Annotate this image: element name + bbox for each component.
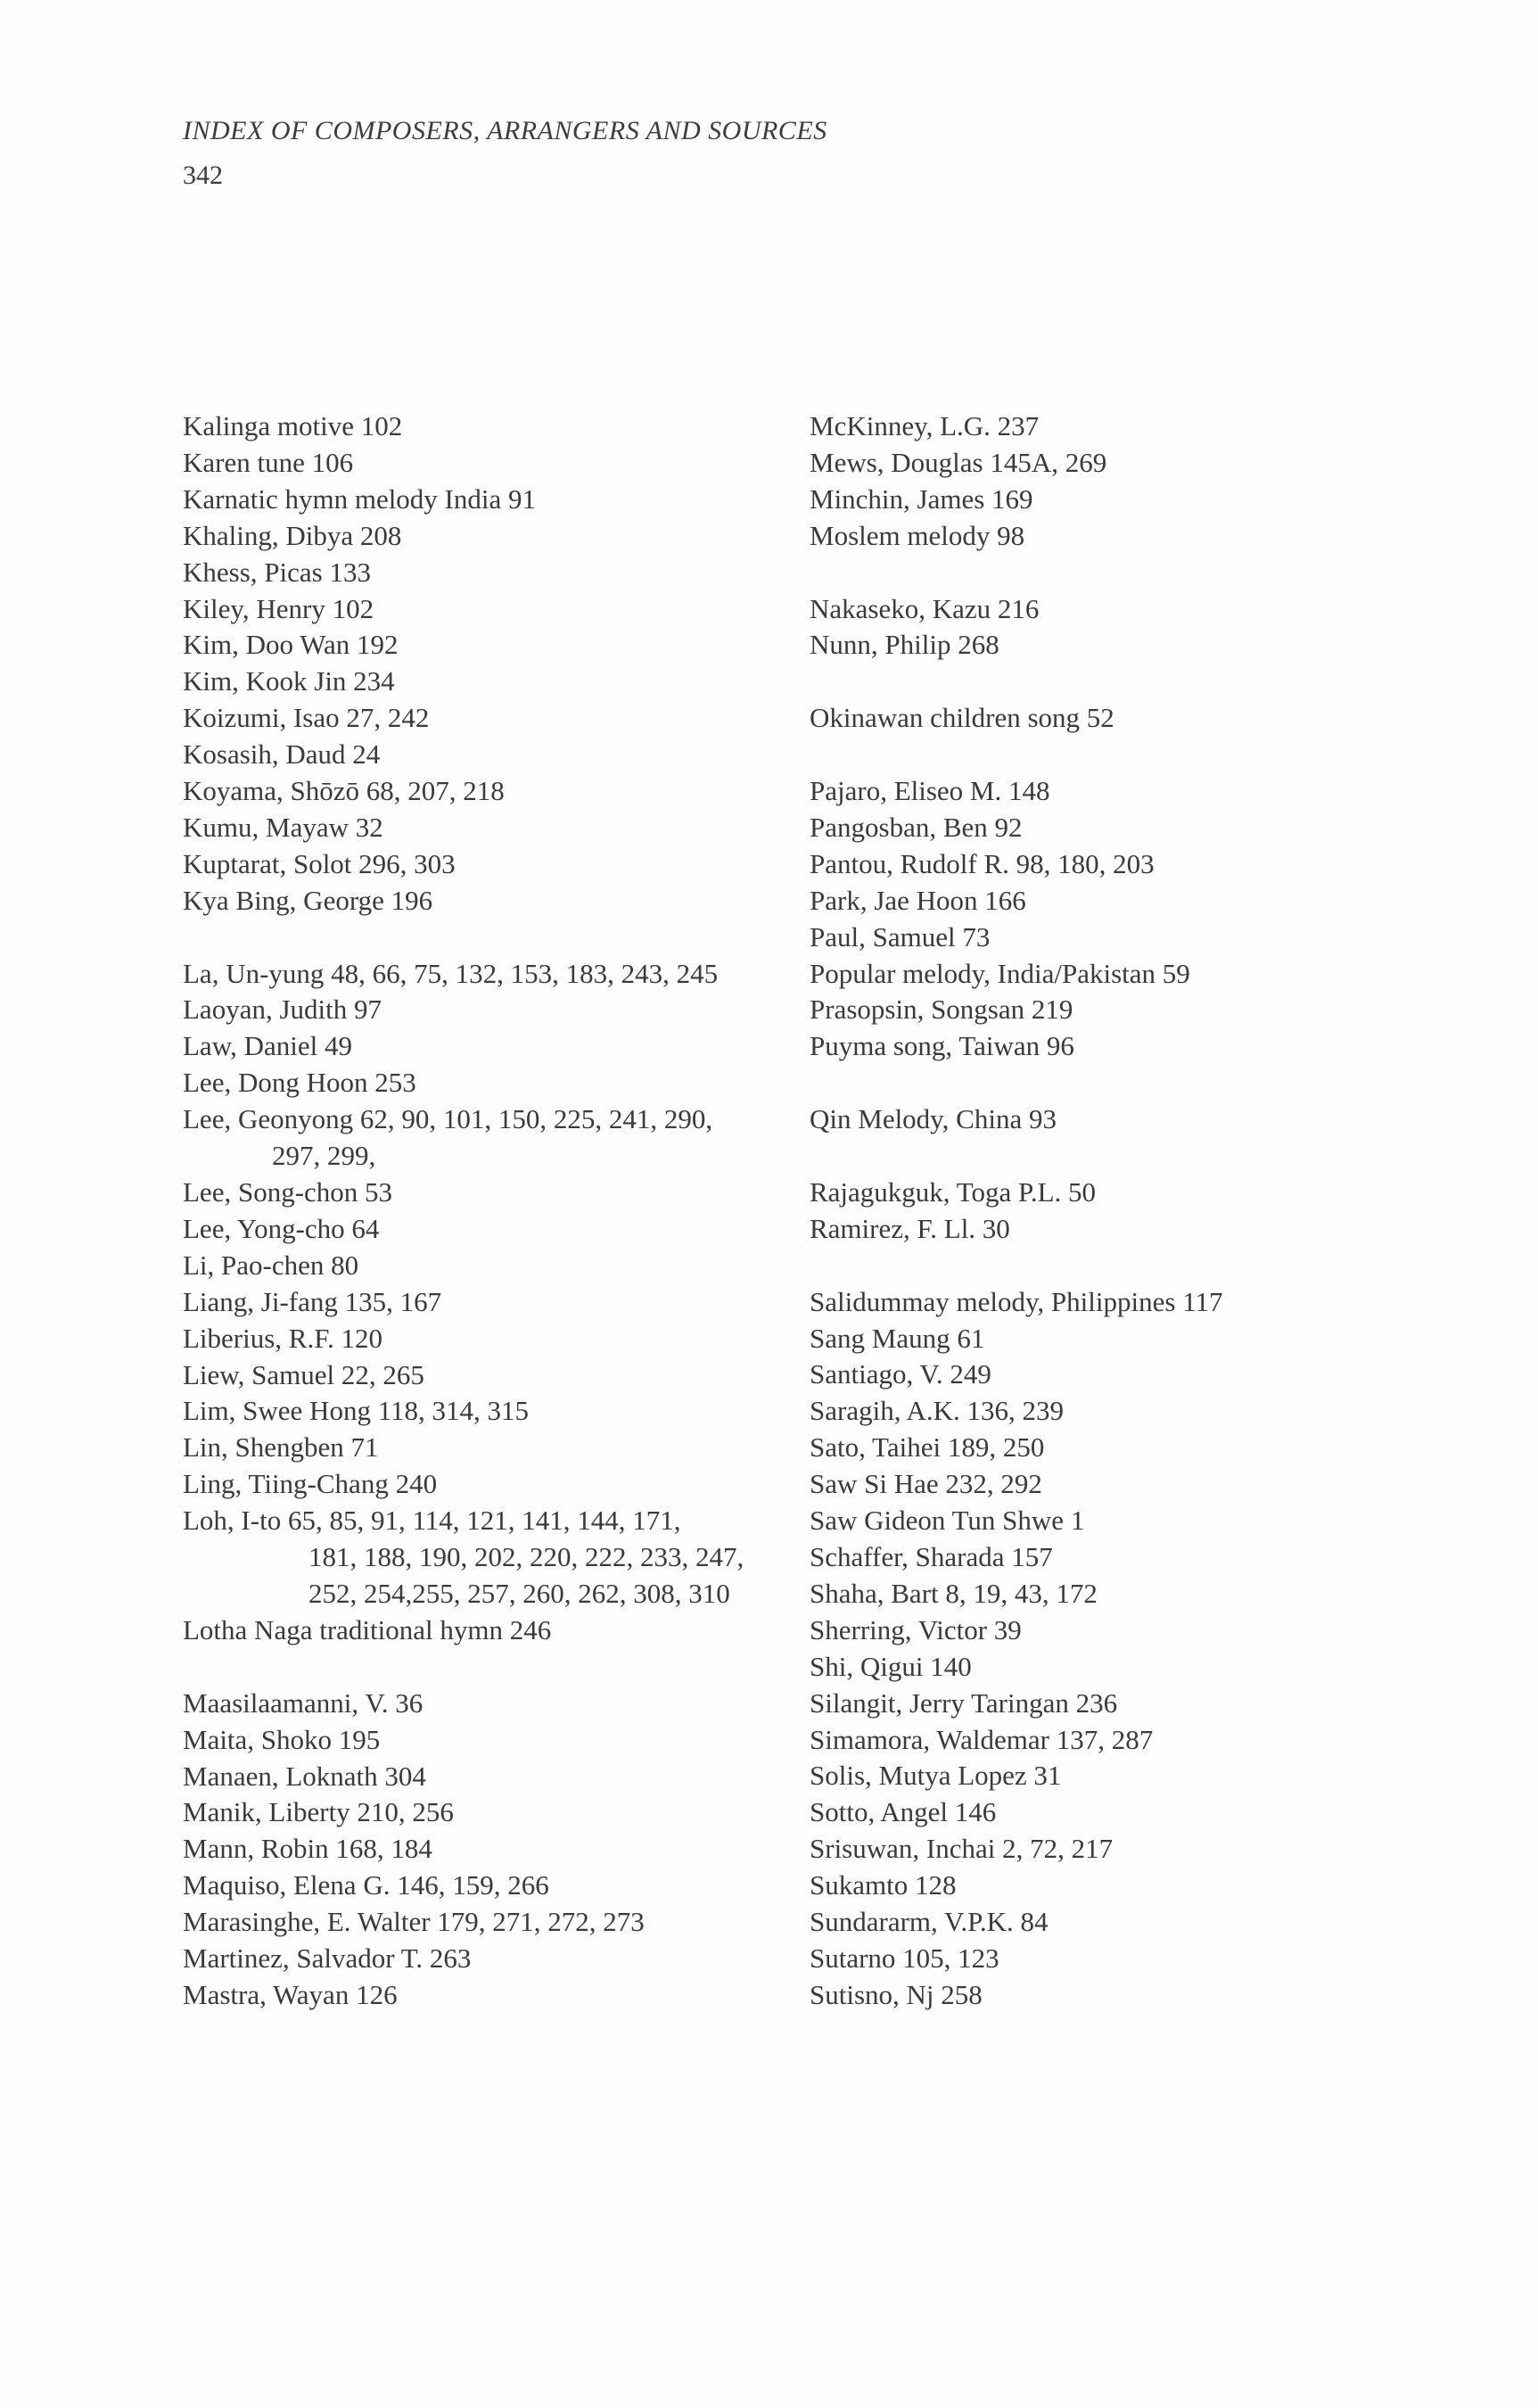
index-entry bbox=[183, 1101, 807, 1175]
index-entry bbox=[810, 1758, 1434, 1794]
index-entry-text: Sherring, Victor 39 bbox=[810, 1613, 1022, 1645]
index-entry bbox=[810, 1211, 1434, 1248]
index-letter-gap bbox=[810, 664, 1434, 700]
index-entry-text: Kim, Kook Jin 234 bbox=[183, 665, 395, 697]
index-entry-text: Popular melody, India/Pakistan 59 bbox=[810, 957, 1190, 989]
index-entry bbox=[183, 1794, 807, 1831]
running-head: INDEX OF COMPOSERS, ARRANGERS AND SOURCES bbox=[183, 116, 827, 145]
index-entry bbox=[183, 1175, 807, 1211]
index-column-right bbox=[810, 408, 1434, 2014]
page-number: 342 bbox=[183, 161, 223, 190]
index-entry-text: Rajagukguk, Toga P.L. 50 bbox=[810, 1175, 1097, 1208]
index-entry bbox=[183, 810, 807, 846]
index-letter-gap bbox=[810, 1065, 1434, 1101]
index-entry-text: Manaen, Loknath 304 bbox=[183, 1760, 426, 1792]
index-entry-text: Maita, Shoko 195 bbox=[183, 1723, 381, 1755]
index-entry bbox=[183, 1211, 807, 1248]
index-entry-text: Lee, Dong Hoon 253 bbox=[183, 1067, 416, 1099]
index-entry-text: Khess, Picas 133 bbox=[183, 556, 371, 588]
index-entry bbox=[183, 846, 807, 883]
index-entry-text: Sundararm, V.P.K. 84 bbox=[810, 1906, 1049, 1938]
index-entry bbox=[183, 1284, 807, 1321]
index-entry bbox=[810, 1612, 1434, 1649]
index-entry bbox=[183, 1686, 807, 1722]
index-entry bbox=[810, 445, 1434, 482]
index-entry bbox=[810, 700, 1434, 737]
index-entry bbox=[183, 1393, 807, 1430]
index-entry bbox=[810, 1393, 1434, 1430]
index-entry-text: Mann, Robin 168, 184 bbox=[183, 1833, 432, 1865]
index-entry bbox=[183, 956, 807, 993]
index-entry bbox=[810, 773, 1434, 810]
index-letter-gap bbox=[810, 555, 1434, 591]
index-entry-text: Lotha Naga traditional hymn 246 bbox=[183, 1613, 552, 1645]
index-entry bbox=[810, 518, 1434, 555]
index-entry-text: Lee, Song-chon 53 bbox=[183, 1176, 393, 1208]
index-entry bbox=[810, 1028, 1434, 1065]
index-entry-text: Pantou, Rudolf R. 98, 180, 203 bbox=[810, 847, 1155, 879]
index-entry-text: Maquiso, Elena G. 146, 159, 266 bbox=[183, 1869, 549, 1901]
index-entry bbox=[183, 1612, 807, 1649]
index-entry bbox=[183, 664, 807, 700]
index-entry-text: Pangosban, Ben 92 bbox=[810, 811, 1023, 843]
index-entry bbox=[810, 1686, 1434, 1722]
index-entry-text: Santiago, V. 249 bbox=[810, 1358, 991, 1390]
index-entry-text: Marasinghe, E. Walter 179, 271, 272, 273 bbox=[183, 1906, 645, 1938]
index-entry-text: La, Un-yung 48, 66, 75, 132, 153, 183, 243, 245 bbox=[183, 957, 719, 989]
index-entry-text: McKinney, L.G. 237 bbox=[810, 410, 1040, 441]
index-entry bbox=[183, 1503, 807, 1612]
index-entry-continuation: 297, 299, bbox=[272, 1140, 376, 1172]
index-entry-text: Li, Pao-chen 80 bbox=[183, 1249, 359, 1281]
index-entry bbox=[183, 737, 807, 773]
index-entry bbox=[183, 1941, 807, 1977]
index-entry bbox=[183, 700, 807, 737]
index-entry-text: Sutarno 105, 123 bbox=[810, 1942, 999, 1974]
index-entry-text: Pajaro, Eliseo M. 148 bbox=[810, 775, 1050, 807]
index-entry bbox=[810, 408, 1434, 445]
index-entry bbox=[810, 1357, 1434, 1393]
index-letter-gap bbox=[810, 1248, 1434, 1284]
index-entry bbox=[810, 919, 1434, 956]
index-entry bbox=[810, 1576, 1434, 1612]
index-entry-text: Shi, Qigui 140 bbox=[810, 1650, 972, 1682]
index-entry-text: Manik, Liberty 210, 256 bbox=[183, 1796, 454, 1828]
index-entry-text: Prasopsin, Songsan 219 bbox=[810, 994, 1073, 1026]
index-entry bbox=[810, 1831, 1434, 1868]
index-letter-gap bbox=[810, 737, 1434, 773]
index-entry bbox=[810, 1466, 1434, 1503]
index-entry bbox=[183, 1248, 807, 1284]
index-entry-text: Liang, Ji-fang 135, 167 bbox=[183, 1285, 442, 1317]
index-entry-text: Kiley, Henry 102 bbox=[183, 592, 374, 624]
index-entry-text: Lee, Geonyong 62, 90, 101, 150, 225, 241, 290, bbox=[183, 1103, 713, 1135]
index-entry bbox=[810, 1175, 1434, 1211]
index-entry-text: Kya Bing, George 196 bbox=[183, 884, 433, 916]
index-entry-text: Karen tune 106 bbox=[183, 446, 354, 478]
index-entry-text: Loh, I-to 65, 85, 91, 114, 121, 141, 144, 171, bbox=[183, 1505, 681, 1537]
index-entry bbox=[810, 1284, 1434, 1321]
index-entry-text: Kuptarat, Solot 296, 303 bbox=[183, 847, 456, 879]
index-entry bbox=[810, 1430, 1434, 1466]
index-entry bbox=[183, 1466, 807, 1503]
index-entry-text: Solis, Mutya Lopez 31 bbox=[810, 1760, 1062, 1792]
index-entry bbox=[810, 1941, 1434, 1977]
index-entry-continuation: 181, 188, 190, 202, 220, 222, 233, 247, bbox=[308, 1541, 744, 1573]
index-entry-text: Sang Maung 61 bbox=[810, 1322, 985, 1354]
index-entry bbox=[810, 1539, 1434, 1576]
index-entry-text: Khaling, Dibya 208 bbox=[183, 519, 402, 551]
index-entry bbox=[810, 627, 1434, 664]
index-entry-text: Minchin, James 169 bbox=[810, 482, 1033, 515]
index-entry bbox=[183, 591, 807, 628]
index-entry bbox=[183, 1065, 807, 1101]
index-entry-text: Liew, Samuel 22, 265 bbox=[183, 1358, 424, 1390]
index-entry-text: Silangit, Jerry Taringan 236 bbox=[810, 1686, 1118, 1719]
index-entry bbox=[183, 1904, 807, 1941]
index-entry bbox=[183, 992, 807, 1028]
index-entry bbox=[183, 445, 807, 482]
index-entry bbox=[183, 1759, 807, 1795]
index-entry bbox=[810, 1722, 1434, 1759]
index-entry bbox=[183, 773, 807, 810]
index-entry-text: Sutisno, Nj 258 bbox=[810, 1978, 983, 2010]
index-entry-text: Laoyan, Judith 97 bbox=[183, 994, 382, 1026]
index-entry-text: Kalinga motive 102 bbox=[183, 410, 403, 441]
index-entry-text: Saw Si Hae 232, 292 bbox=[810, 1468, 1042, 1500]
index-entry-text: Kosasih, Daud 24 bbox=[183, 738, 381, 771]
index-entry bbox=[183, 1321, 807, 1357]
index-entry-text: Martinez, Salvador T. 263 bbox=[183, 1942, 472, 1975]
index-entry-text: Mews, Douglas 145A, 269 bbox=[810, 446, 1107, 478]
index-entry bbox=[810, 1649, 1434, 1686]
index-entry-text: Puyma song, Taiwan 96 bbox=[810, 1030, 1074, 1062]
index-entry bbox=[183, 555, 807, 591]
index-entry bbox=[810, 482, 1434, 518]
index-entry bbox=[810, 810, 1434, 846]
index-entry-text: Koizumi, Isao 27, 242 bbox=[183, 702, 430, 734]
index-entry-text: Liberius, R.F. 120 bbox=[183, 1322, 382, 1354]
index-entry bbox=[810, 883, 1434, 919]
index-entry bbox=[183, 627, 807, 664]
index-entry-text: Kim, Doo Wan 192 bbox=[183, 629, 399, 661]
index-entry bbox=[183, 1831, 807, 1868]
index-entry bbox=[810, 1503, 1434, 1539]
index-letter-gap bbox=[183, 1649, 807, 1686]
index-entry bbox=[183, 1430, 807, 1466]
index-entry bbox=[810, 846, 1434, 883]
index-entry-text: Nunn, Philip 268 bbox=[810, 629, 999, 661]
index-entry-text: Law, Daniel 49 bbox=[183, 1030, 352, 1062]
index-entry-text: Kumu, Mayaw 32 bbox=[183, 811, 383, 843]
index-entry-text: Okinawan children song 52 bbox=[810, 702, 1114, 734]
index-column-left bbox=[183, 408, 807, 2014]
index-entry-text: Srisuwan, Inchai 2, 72, 217 bbox=[810, 1833, 1114, 1865]
index-entry-text: Sotto, Angel 146 bbox=[810, 1796, 997, 1828]
index-letter-gap bbox=[810, 1138, 1434, 1175]
index-entry-text: Sato, Taihei 189, 250 bbox=[810, 1431, 1045, 1464]
index-entry-text: Maasilaamanni, V. 36 bbox=[183, 1686, 424, 1719]
index-entry-text: Schaffer, Sharada 157 bbox=[810, 1541, 1053, 1572]
index-letter-gap bbox=[183, 919, 807, 956]
index-entry-text: Lin, Shengben 71 bbox=[183, 1431, 379, 1464]
index-entry bbox=[810, 1904, 1434, 1941]
index-entry-text: Park, Jae Hoon 166 bbox=[810, 884, 1026, 916]
index-entry-text: Shaha, Bart 8, 19, 43, 172 bbox=[810, 1577, 1098, 1609]
index-entry-text: Ling, Tiing-Chang 240 bbox=[183, 1468, 438, 1500]
index-entry-text: Salidummay melody, Philippines 117 bbox=[810, 1285, 1223, 1317]
index-entry-text: Saragih, A.K. 136, 239 bbox=[810, 1395, 1065, 1427]
index-entry bbox=[183, 1357, 807, 1394]
index-entry-text: Karnatic hymn melody India 91 bbox=[183, 482, 537, 515]
index-entry-text: Paul, Samuel 73 bbox=[810, 920, 991, 952]
index-entry bbox=[810, 1101, 1434, 1138]
index-entry bbox=[183, 408, 807, 445]
index-entry-text: Mastra, Wayan 126 bbox=[183, 1978, 398, 2010]
index-entry-continuation: 252, 254,255, 257, 260, 262, 308, 310 bbox=[308, 1577, 730, 1609]
index-entry-text: Moslem melody 98 bbox=[810, 519, 1025, 551]
index-entry-text: Lee, Yong-cho 64 bbox=[183, 1212, 380, 1244]
index-entry bbox=[810, 1794, 1434, 1831]
index-entry bbox=[183, 1028, 807, 1065]
index-entry-text: Qin Melody, China 93 bbox=[810, 1103, 1057, 1135]
index-entry bbox=[183, 883, 807, 919]
index-entry-text: Koyama, Shōzō 68, 207, 218 bbox=[183, 775, 505, 807]
index-entry-text: Saw Gideon Tun Shwe 1 bbox=[810, 1505, 1085, 1537]
index-entry-text: Lim, Swee Hong 118, 314, 315 bbox=[183, 1395, 530, 1427]
index-entry bbox=[810, 956, 1434, 993]
index-entry bbox=[810, 1321, 1434, 1357]
index-entry bbox=[810, 1868, 1434, 1904]
index-entry bbox=[183, 1868, 807, 1904]
index-entry-text: Simamora, Waldemar 137, 287 bbox=[810, 1723, 1154, 1755]
index-entry-text: Sukamto 128 bbox=[810, 1869, 957, 1901]
index-entry bbox=[810, 591, 1434, 628]
index-entry bbox=[183, 1722, 807, 1759]
index-entry-text: Ramirez, F. Ll. 30 bbox=[810, 1212, 1010, 1244]
index-entry-text: Nakaseko, Kazu 216 bbox=[810, 592, 1040, 624]
index-entry bbox=[183, 1977, 807, 2014]
index-entry bbox=[183, 518, 807, 555]
index-entry bbox=[810, 1977, 1434, 2014]
index-entry bbox=[183, 482, 807, 518]
index-entry bbox=[810, 992, 1434, 1028]
